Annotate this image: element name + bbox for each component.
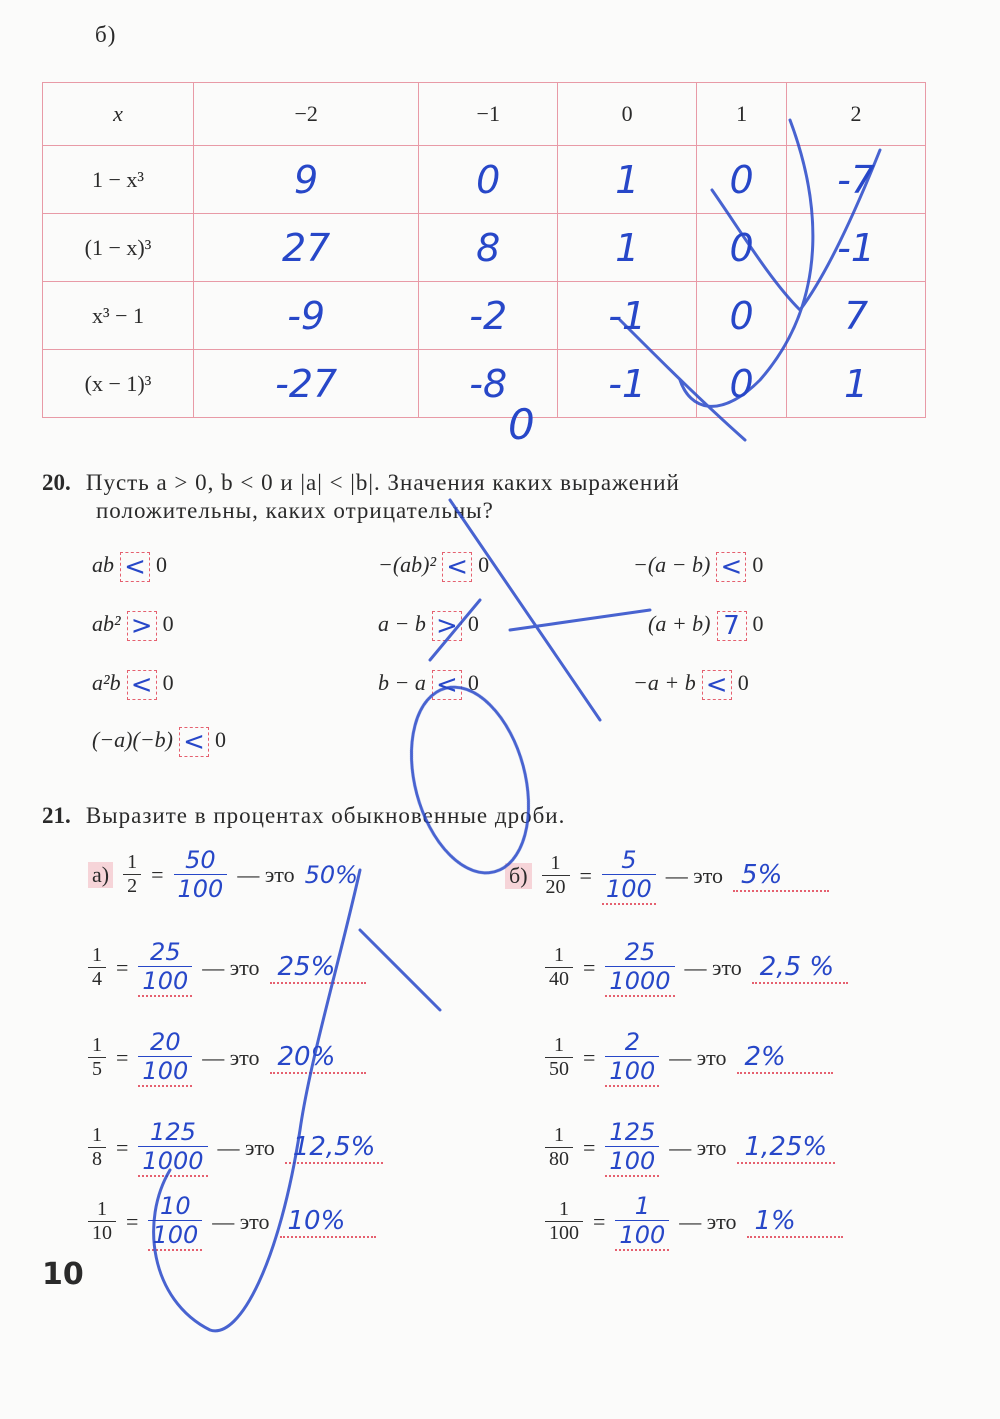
table-row [43, 214, 926, 282]
fraction: $\frac{1}{80}$ [545, 1124, 573, 1171]
value-cell[interactable]: -1 [558, 350, 697, 418]
eto-text: — это [237, 861, 295, 887]
eto-text: — это [669, 1134, 727, 1160]
task-text: Выразите в процентах обыкновенные дроби. [85, 803, 566, 828]
value-cell[interactable]: -2 [419, 282, 558, 350]
value-cell[interactable]: -1 [787, 214, 926, 282]
zero: 0 [215, 727, 226, 753]
zero: 0 [156, 552, 167, 578]
percent-answer[interactable]: 25% [270, 952, 366, 984]
task-number: 21. [42, 803, 71, 828]
header-cell: 0 [558, 83, 697, 146]
value-cell[interactable]: 0 [697, 350, 787, 418]
eto-text: — это [217, 1134, 275, 1160]
header-cell: −1 [419, 83, 558, 146]
expression: (−a)(−b) [92, 727, 173, 753]
value-cell[interactable]: 7 [787, 282, 926, 350]
expression: a²b [92, 670, 121, 696]
sign-box[interactable]: < [127, 670, 157, 700]
handwritten-fraction[interactable]: $\frac{125}{100}$ [605, 1118, 659, 1177]
value-cell[interactable]: -1 [558, 282, 697, 350]
sign-box[interactable]: < [442, 552, 472, 582]
expression: −(a − b) [633, 552, 711, 578]
expression: ab² [92, 611, 121, 637]
eto-text: — это [684, 954, 742, 980]
handwritten-fraction[interactable]: $\frac{50}{100}$ [174, 846, 228, 903]
task-20-text-line2: положительны, каких отрицательны? [96, 498, 494, 523]
part-label: б) [95, 22, 117, 47]
value-cell[interactable]: 8 [419, 214, 558, 282]
value-cell[interactable]: -7 [787, 146, 926, 214]
fraction: $\frac{1}{2}$ [123, 851, 141, 898]
value-cell[interactable]: -27 [194, 350, 419, 418]
eto-text: — это [202, 1044, 260, 1070]
cross-stroke [510, 610, 650, 630]
eto-text: — это [669, 1044, 727, 1070]
fraction: $\frac{1}{5}$ [88, 1034, 106, 1081]
handwritten-fraction[interactable]: $\frac{20}{100}$ [138, 1028, 192, 1087]
zero: 0 [737, 670, 749, 696]
handwritten-zero-mark: 0 [508, 400, 535, 449]
percent-answer[interactable]: 10% [280, 1206, 376, 1238]
sign-box[interactable]: 7 [717, 611, 747, 641]
sign-box[interactable]: > [432, 611, 462, 641]
value-cell[interactable]: -8 [419, 350, 558, 418]
zero: 0 [752, 611, 764, 637]
percent-answer[interactable]: 1,25% [737, 1132, 836, 1164]
inequality-item [633, 670, 749, 700]
table-row [43, 282, 926, 350]
fraction-row: $\frac{1}{10}$ = $\frac{10}{100}$ — это 10% [88, 1192, 376, 1251]
values-table [42, 82, 926, 418]
value-cell[interactable]: 0 [697, 214, 787, 282]
percent-answer[interactable]: 20% [270, 1042, 366, 1074]
col-a-label: а) [88, 862, 113, 888]
fraction: $\frac{1}{8}$ [88, 1124, 106, 1171]
table-row [43, 350, 926, 418]
value-cell[interactable]: 1 [787, 350, 926, 418]
header-cell: 2 [787, 83, 926, 146]
row-label: 1 − x³ [43, 146, 194, 214]
value-cell[interactable]: 0 [697, 282, 787, 350]
fraction: $\frac{1}{40}$ [545, 944, 573, 991]
eto-text: — это [212, 1208, 270, 1234]
zero: 0 [162, 611, 174, 637]
fraction-row: а) $\frac{1}{2}$ = $\frac{50}{100}$ — это 50% [88, 846, 358, 903]
handwritten-fraction[interactable]: $\frac{25}{100}$ [138, 938, 192, 997]
expression: b − a [378, 670, 426, 696]
percent-answer[interactable]: 12,5% [285, 1132, 384, 1164]
table-row [43, 146, 926, 214]
percent-answer[interactable]: 2% [737, 1042, 833, 1074]
fraction-row: $\frac{1}{4}$ = $\frac{25}{100}$ — это 25% [88, 938, 366, 997]
value-cell[interactable]: 0 [697, 146, 787, 214]
inequality-item [92, 727, 226, 757]
fraction: $\frac{1}{10}$ [88, 1198, 116, 1245]
page-number: 10 [42, 1257, 84, 1292]
sign-box[interactable]: < [179, 727, 209, 757]
task-text: Пусть a > 0, b < 0 и |a| < |b|. Значения каких выражений [85, 470, 680, 495]
fraction-row: $\frac{1}{50}$ = $\frac{2}{100}$ — это 2% [545, 1028, 833, 1087]
zero: 0 [752, 552, 764, 578]
row-label: (1 − x)³ [43, 214, 194, 282]
fraction: $\frac{1}{50}$ [545, 1034, 573, 1081]
fraction: $\frac{1}{100}$ [545, 1198, 583, 1245]
fraction-row: $\frac{1}{40}$ = $\frac{25}{1000}$ — это 2,5 % [545, 938, 848, 997]
eto-text: — это [202, 954, 260, 980]
expression: −a + b [633, 670, 696, 696]
eto-text: — это [665, 862, 724, 888]
sign-box[interactable]: > [127, 611, 157, 641]
zero: 0 [467, 611, 479, 637]
inequality-item [648, 611, 764, 641]
percent-answer[interactable]: 1% [747, 1206, 843, 1238]
handwritten-fraction[interactable]: $\frac{5}{100}$ [602, 846, 656, 905]
zero: 0 [478, 552, 490, 578]
handwritten-fraction[interactable]: $\frac{2}{100}$ [605, 1028, 659, 1087]
fraction-row: $\frac{1}{80}$ = $\frac{125}{100}$ — это 1,25% [545, 1118, 835, 1177]
table-header-row [43, 83, 926, 146]
inequality-item [92, 670, 174, 700]
expression: a − b [378, 611, 426, 637]
zero: 0 [162, 670, 174, 696]
expression: (a + b) [648, 611, 711, 637]
handwritten-fraction[interactable]: $\frac{10}{100}$ [148, 1192, 202, 1251]
zero: 0 [467, 670, 479, 696]
value-cell[interactable]: 27 [194, 214, 419, 282]
inequality-item [633, 552, 763, 582]
value-cell[interactable]: -9 [194, 282, 419, 350]
col-b-label: б) [505, 863, 532, 889]
handwritten-fraction[interactable]: $\frac{1}{100}$ [615, 1192, 669, 1251]
percent-answer[interactable]: 50% [304, 860, 358, 889]
sign-box[interactable]: < [432, 670, 462, 700]
expression: −(ab)² [378, 552, 437, 578]
percent-answer[interactable]: 5% [733, 860, 829, 892]
header-cell: x [43, 83, 194, 146]
value-cell[interactable]: 9 [194, 146, 419, 214]
sign-box[interactable]: < [702, 670, 732, 700]
inequality-item [92, 611, 174, 641]
inequality-item [378, 552, 489, 582]
task-21-heading [42, 803, 942, 829]
slash-stroke [360, 930, 440, 1010]
handwritten-fraction[interactable]: $\frac{25}{1000}$ [605, 938, 674, 997]
header-cell: −2 [194, 83, 419, 146]
sign-box[interactable]: < [716, 552, 746, 582]
fraction-row: $\frac{1}{8}$ = $\frac{125}{1000}$ — это 12,5% [88, 1118, 383, 1177]
handwritten-fraction[interactable]: $\frac{125}{1000}$ [138, 1118, 207, 1177]
value-cell[interactable]: 1 [558, 146, 697, 214]
fraction-row: $\frac{1}{100}$ = $\frac{1}{100}$ — это 1% [545, 1192, 843, 1251]
fraction: $\frac{1}{20}$ [542, 852, 570, 899]
fraction-row: б) $\frac{1}{20}$ = $\frac{5}{100}$ — это 5% [505, 846, 829, 905]
task-number: 20. [42, 470, 71, 495]
row-label: (x − 1)³ [43, 350, 194, 418]
value-cell[interactable]: 1 [558, 214, 697, 282]
percent-answer[interactable]: 2,5 % [752, 952, 848, 984]
fraction: $\frac{1}{4}$ [88, 944, 106, 991]
inequality-item [378, 670, 479, 700]
inequality-item [92, 552, 167, 582]
header-cell: 1 [697, 83, 787, 146]
sign-box[interactable]: < [120, 552, 150, 582]
row-label: x³ − 1 [43, 282, 194, 350]
task-20-heading [42, 470, 942, 496]
expression: ab [92, 552, 114, 578]
inequality-item [378, 611, 479, 641]
eto-text: — это [679, 1208, 737, 1234]
value-cell[interactable]: 0 [419, 146, 558, 214]
fraction-row: $\frac{1}{5}$ = $\frac{20}{100}$ — это 20% [88, 1028, 366, 1087]
